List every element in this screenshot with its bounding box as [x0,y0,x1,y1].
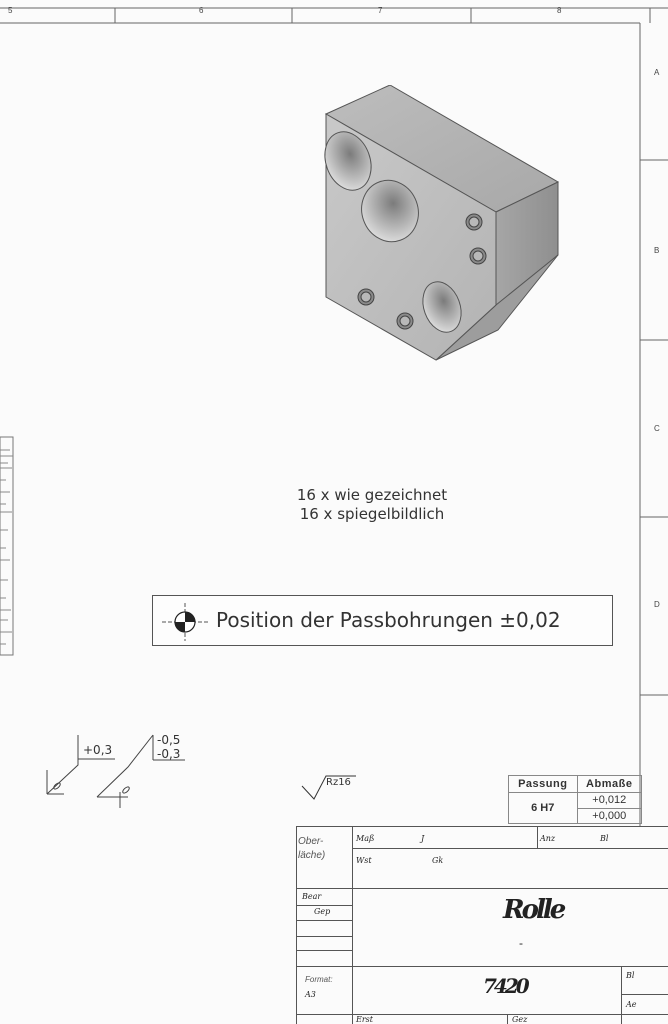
fit-table [508,775,642,824]
zone-letter-c: C [654,424,660,433]
zone-letter-a: A [654,68,660,77]
sheet-label: Bl [626,971,635,980]
quantity-caption-line-1: 16 x wie gezeichnet [296,486,448,504]
fit-value: 6 H7 [509,793,578,824]
revision-label: Ae [626,1000,637,1009]
zone-number-8: 8 [557,6,562,15]
zone-number-7: 7 [378,6,383,15]
surface-finish-value: Rz16 [326,777,351,788]
lower-deviation: +0,000 [577,808,642,824]
title-block-cell-b2: Gk [432,856,444,865]
zone-letter-d: D [654,600,660,609]
zone-letter-b: B [654,246,660,255]
tolerance-left-value: +0,3 [83,743,113,757]
datum-target-icon [162,603,208,641]
title-block-cell-c2: Gep [314,907,331,916]
upper-deviation: +0,012 [577,793,642,809]
surface-label-1: Ober- [298,836,324,847]
tolerance-right-upper: -0,5 [157,733,181,747]
format-value: A3 [305,990,316,999]
title-block-bottom-2: Gez [512,1015,528,1024]
title-block-cell-a4: Bl [600,834,609,843]
tolerance-right-lower: -0,3 [157,747,181,761]
title-block-cell-b1: Wst [356,856,372,865]
title-block-cell-a2: J [421,834,425,843]
format-label: Format: [305,975,333,984]
fit-header: Passung [509,776,578,793]
title-block-cell-a3: Anz [540,834,556,843]
quantity-caption-line-2: 16 x spiegelbildlich [299,505,445,523]
deviation-header: Abmaße [577,776,642,793]
title-block-cell-c1: Bear [302,892,322,901]
title-block-cell-a1: Maß [356,834,375,843]
drawing-title: Rolle [503,895,564,925]
drawing-subtitle: - [519,936,523,950]
drawing-number: 7420 [483,974,527,998]
position-note-text: Position der Passbohrungen ±0,02 [216,608,561,632]
zone-number-5: 5 [8,6,13,15]
surface-label-2: läche) [298,850,326,861]
isometric-part-view [318,85,568,365]
title-block-bottom-1: Erst [356,1015,373,1024]
zone-number-6: 6 [199,6,204,15]
